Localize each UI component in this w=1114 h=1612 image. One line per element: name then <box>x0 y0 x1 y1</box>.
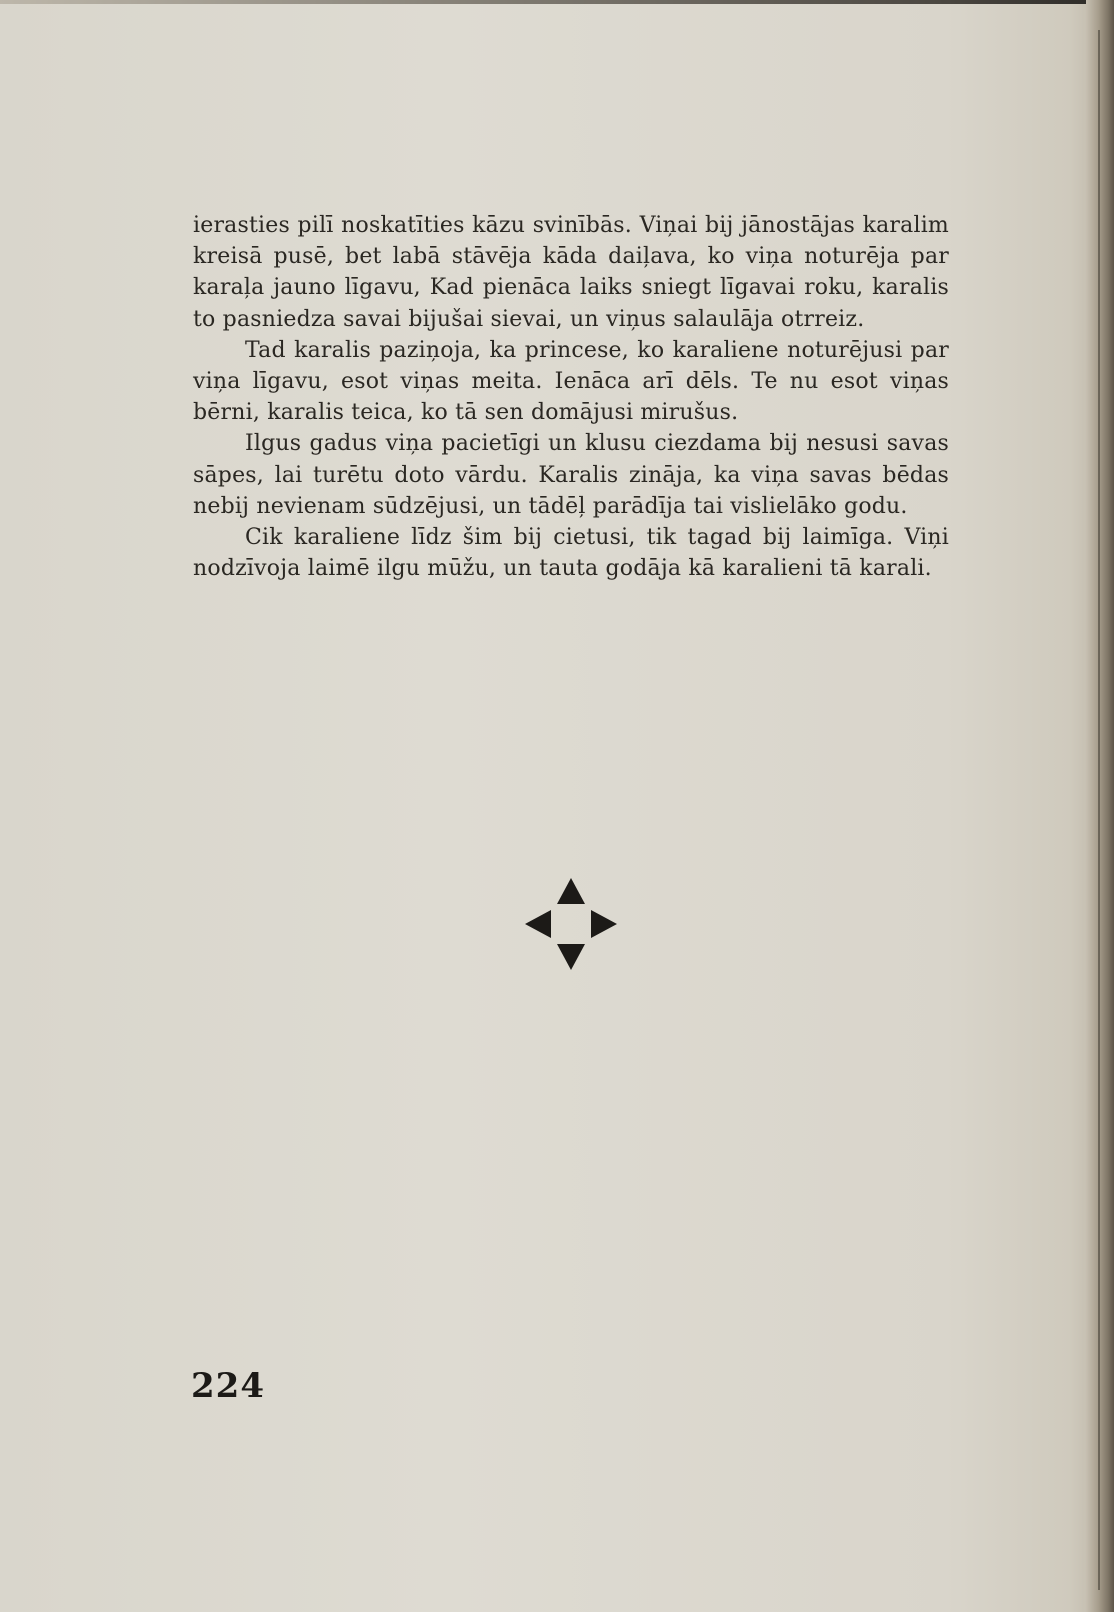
body-text <box>193 210 949 584</box>
ornament-triangle-up <box>557 878 585 904</box>
book-spine-shadow <box>1086 0 1114 1612</box>
spine-crease <box>1098 30 1100 1590</box>
ornament-icon <box>523 876 619 972</box>
page-number: 224 <box>191 1366 265 1406</box>
paragraph-3: Ilgus gadus viņa pacietīgi un klusu ciezdama bij nesusi savas sāpes, lai turētu doto vārdu. Karalis zināja, ka viņa savas bēdas nebij nevienam sūdzējusi, un tādēļ parādīja tai vislielāko godu. <box>193 431 949 519</box>
paragraph-1: ierasties pilī noskatīties kāzu svinībās. Viņai bij jānostājas karalim kreisā pusē, bet labā stāvēja kāda daiļava, ko viņa noturēja par karaļa jauno līgavu, Kad pienāca laiks sniegt līgavai roku, karalis to pasniedza savai bijušai sievai, un viņus salaulāja otrreiz. <box>193 213 949 332</box>
page-top-edge <box>0 0 1114 4</box>
ornament-triangle-right <box>591 910 617 938</box>
paragraph-4: Cik karaliene līdz šim bij cietusi, tik tagad bij laimīga. Viņi nodzīvoja laimē ilgu mūžu, un tauta godāja kā karalieni tā karali. <box>193 525 949 582</box>
ornament-triangle-left <box>525 910 551 938</box>
paragraph-2: Tad karalis paziņoja, ka princese, ko karaliene noturējusi par viņa līgavu, esot viņas meita. Ienāca arī dēls. Te nu esot viņas bērni, karalis teica, ko tā sen domājusi mirušus. <box>193 337 949 426</box>
ornament-triangle-down <box>557 944 585 970</box>
